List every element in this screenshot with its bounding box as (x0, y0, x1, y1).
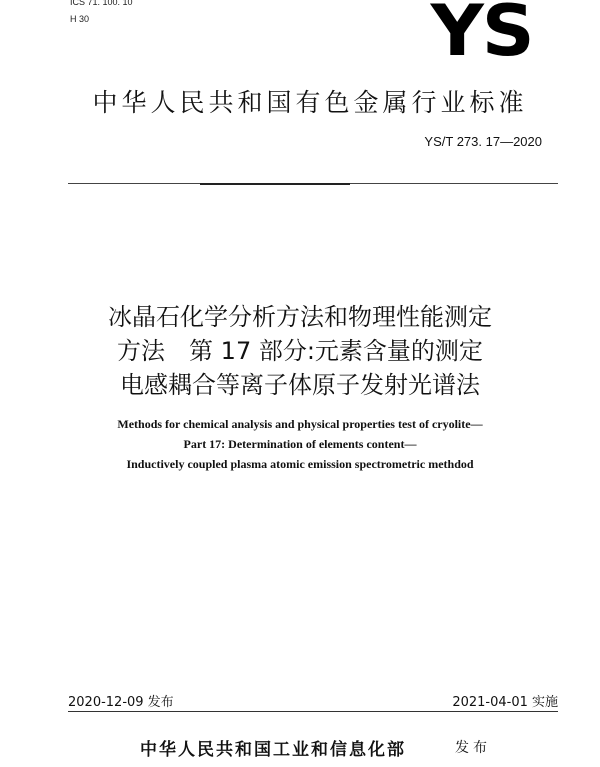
publisher-name: 中华人民共和国工业和信息化部 (140, 740, 406, 760)
footer-divider (68, 711, 558, 712)
chinese-title-line-2: 方法 第 17 部分:元素含量的测定 (117, 337, 483, 365)
english-title-line-3: Inductively coupled plasma atomic emission spectrometric methdod (126, 457, 474, 471)
implementation-date: 2021-04-01 实施 (452, 695, 558, 710)
header-divider-accent (200, 183, 350, 185)
standard-type-heading: 中华人民共和国有色金属行业标准 (92, 88, 528, 117)
ys-logo: YS (430, 0, 533, 72)
issue-date: 2020-12-09 发布 (68, 695, 174, 710)
standard-code: YS/T 273. 17—2020 (424, 134, 542, 149)
chinese-title-line-3: 电感耦合等离子体原子发射光谱法 (120, 371, 480, 399)
english-title-line-1: Methods for chemical analysis and physical properties test of cryolite— (117, 417, 483, 431)
publish-label: 发布 (455, 740, 491, 756)
english-title-line-2: Part 17: Determination of elements content— (183, 437, 417, 451)
english-title (30, 414, 570, 474)
ccs-code: H 30 (70, 14, 90, 24)
chinese-title-line-1: 冰晶石化学分析方法和物理性能测定 (108, 303, 492, 331)
ics-code: ICS 71. 100. 10 (70, 0, 133, 7)
chinese-title (30, 300, 570, 402)
